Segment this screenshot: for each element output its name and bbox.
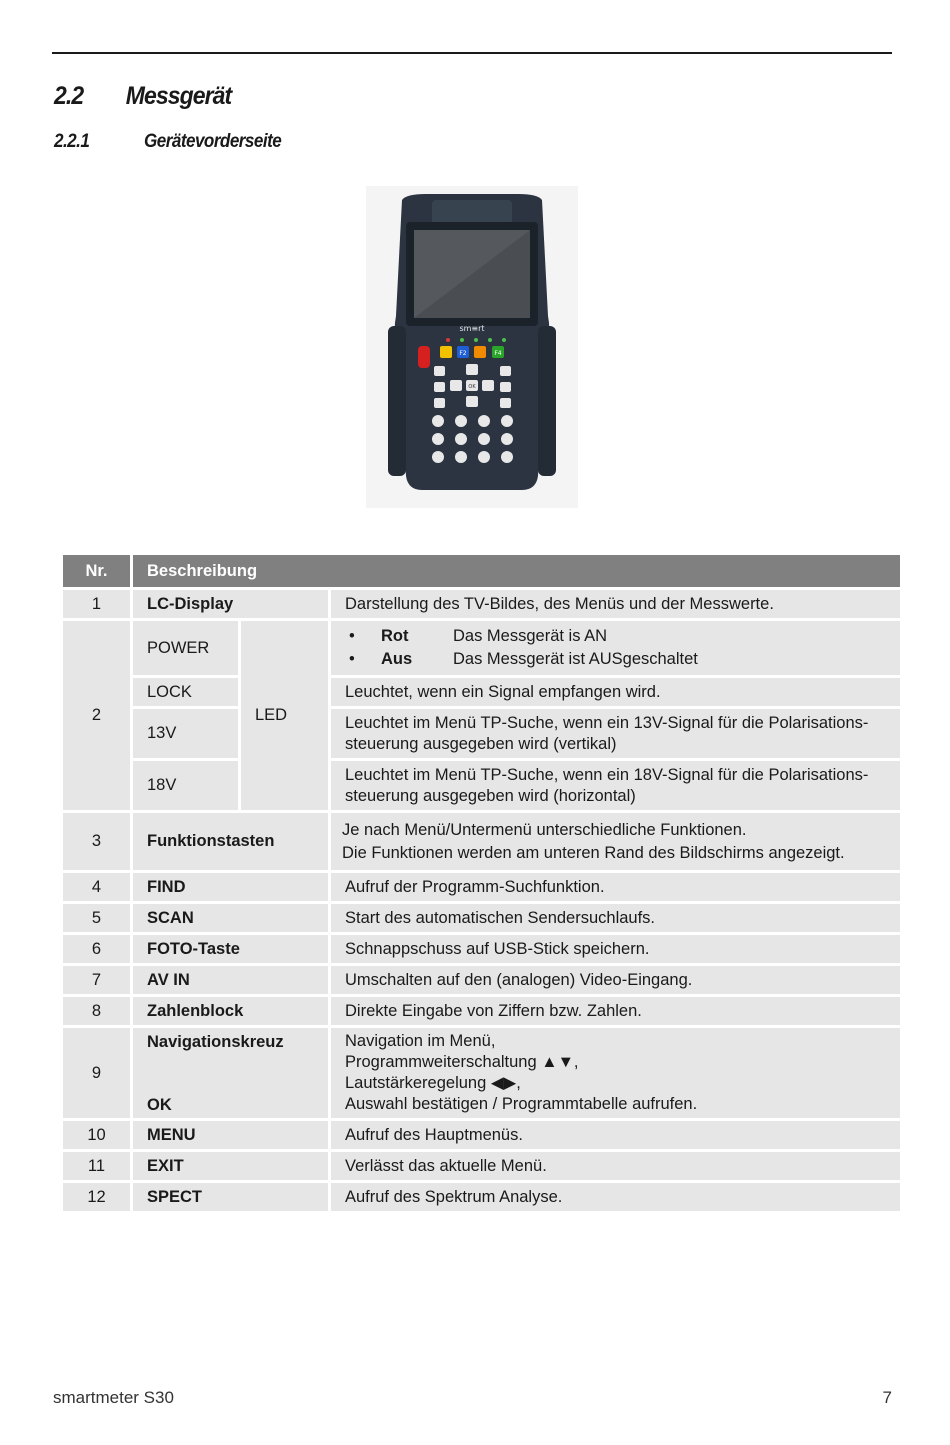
device-key-ok: OK bbox=[468, 384, 476, 390]
row-number: 3 bbox=[63, 813, 133, 873]
row-name-navigation: Navigationskreuz bbox=[147, 1033, 284, 1051]
bullet-key: Rot bbox=[381, 627, 409, 645]
device-key-f4: F4 bbox=[494, 350, 502, 357]
table-row bbox=[63, 1121, 900, 1152]
row-name-lock: LOCK bbox=[133, 678, 241, 709]
description-table bbox=[63, 555, 900, 1214]
section-number: 2.2 bbox=[54, 82, 84, 110]
row-description: Leuchtet im Menü TP-Suche, wenn ein 18V-Signal für die Polarisations-steuerung ausgegeben wird (horizontal) bbox=[331, 761, 900, 813]
row-number: 10 bbox=[63, 1121, 133, 1152]
row-number: 11 bbox=[63, 1152, 133, 1183]
description-line: Auswahl bestätigen / Programmtabelle aufrufen. bbox=[345, 1095, 698, 1113]
description-line: Die Funktionen werden am unteren Rand des Bildschirms angezeigt. bbox=[342, 843, 845, 862]
description-line: Navigation im Menü, bbox=[345, 1032, 496, 1050]
device-image bbox=[366, 186, 578, 508]
row-description: Verlässt das aktuelle Menü. bbox=[331, 1152, 900, 1183]
row-name: EXIT bbox=[133, 1152, 331, 1183]
subsection-title: Gerätevorderseite bbox=[144, 131, 282, 152]
bullet-item: • Rot Das Messgerät is AN bbox=[345, 625, 886, 648]
row-number: 1 bbox=[63, 590, 133, 621]
row-description: Start des automatischen Sendersuchlaufs. bbox=[331, 904, 900, 935]
description-line: Lautstärkeregelung ◀▶, bbox=[345, 1074, 521, 1092]
row-number: 7 bbox=[63, 966, 133, 997]
bullet-item: • Aus Das Messgerät ist AUSgeschaltet bbox=[345, 648, 886, 671]
row-name bbox=[133, 1028, 331, 1121]
row-name-ok: OK bbox=[147, 1096, 172, 1114]
row-description: Schnappschuss auf USB-Stick speichern. bbox=[331, 935, 900, 966]
table-row bbox=[63, 935, 900, 966]
row-number: 5 bbox=[63, 904, 133, 935]
row-name: MENU bbox=[133, 1121, 331, 1152]
top-rule bbox=[52, 52, 892, 54]
table-row bbox=[63, 590, 900, 621]
section-heading bbox=[54, 82, 231, 111]
row-description bbox=[331, 813, 900, 873]
row-name: Zahlenblock bbox=[133, 997, 331, 1028]
footer-page-number: 7 bbox=[882, 1388, 892, 1407]
row-number: 9 bbox=[63, 1028, 133, 1121]
row-description: Leuchtet im Menü TP-Suche, wenn ein 13V-Signal für die Polarisations-steuerung ausgegeben wird (vertikal) bbox=[331, 709, 900, 761]
row-number: 8 bbox=[63, 997, 133, 1028]
footer-document-name: smartmeter S30 bbox=[53, 1388, 174, 1407]
row-description: Darstellung des TV-Bildes, des Menüs und der Messwerte. bbox=[331, 590, 900, 621]
row-name-18v: 18V bbox=[133, 761, 241, 813]
table-row bbox=[63, 621, 900, 678]
row-number: 2 bbox=[63, 621, 133, 813]
description-line: Programmweiterschaltung ▲▼, bbox=[345, 1053, 579, 1071]
row-name: AV IN bbox=[133, 966, 331, 997]
row-number: 12 bbox=[63, 1183, 133, 1214]
bullet-key: Aus bbox=[381, 650, 413, 668]
row-number: 4 bbox=[63, 873, 133, 904]
table-row bbox=[63, 678, 900, 709]
header-nr: Nr. bbox=[63, 555, 133, 590]
table-row bbox=[63, 709, 900, 761]
row-description: Aufruf der Programm-Suchfunktion. bbox=[331, 873, 900, 904]
bullet-text: Das Messgerät is AN bbox=[453, 627, 608, 645]
table-row bbox=[63, 873, 900, 904]
table-row bbox=[63, 813, 900, 873]
table-row bbox=[63, 1152, 900, 1183]
section-title: Messgerät bbox=[125, 82, 232, 110]
row-name: LC-Display bbox=[133, 590, 331, 621]
led-label: LED bbox=[241, 621, 331, 813]
description-line: Je nach Menü/Untermenü unterschiedliche Funktionen. bbox=[342, 820, 747, 839]
table-row bbox=[63, 761, 900, 813]
row-description: Direkte Eingabe von Ziffern bzw. Zahlen. bbox=[331, 997, 900, 1028]
table-row bbox=[63, 997, 900, 1028]
table-row bbox=[63, 1183, 900, 1214]
row-name: FOTO-Taste bbox=[133, 935, 331, 966]
row-name: FIND bbox=[133, 873, 331, 904]
row-description: Leuchtet, wenn ein Signal empfangen wird. bbox=[331, 678, 900, 709]
device-key-f2: F2 bbox=[459, 350, 467, 357]
device-brand-label: sm≡rt bbox=[459, 324, 485, 333]
table-row bbox=[63, 1028, 900, 1121]
row-name-13v: 13V bbox=[133, 709, 241, 761]
row-description: Aufruf des Spektrum Analyse. bbox=[331, 1183, 900, 1214]
table-row bbox=[63, 966, 900, 997]
row-description: Umschalten auf den (analogen) Video-Eingang. bbox=[331, 966, 900, 997]
header-description: Beschreibung bbox=[133, 555, 900, 590]
row-name: SCAN bbox=[133, 904, 331, 935]
table-row bbox=[63, 904, 900, 935]
row-name: Funktionstasten bbox=[133, 813, 331, 873]
table-header-row bbox=[63, 555, 900, 590]
row-description bbox=[331, 1028, 900, 1121]
row-name: SPECT bbox=[133, 1183, 331, 1214]
subsection-heading bbox=[54, 131, 281, 153]
bullet-text: Das Messgerät ist AUSgeschaltet bbox=[453, 650, 698, 668]
row-description: Aufruf des Hauptmenüs. bbox=[331, 1121, 900, 1152]
row-description bbox=[331, 621, 900, 678]
subsection-number: 2.2.1 bbox=[54, 131, 90, 152]
row-number: 6 bbox=[63, 935, 133, 966]
row-name-power: POWER bbox=[133, 621, 241, 678]
